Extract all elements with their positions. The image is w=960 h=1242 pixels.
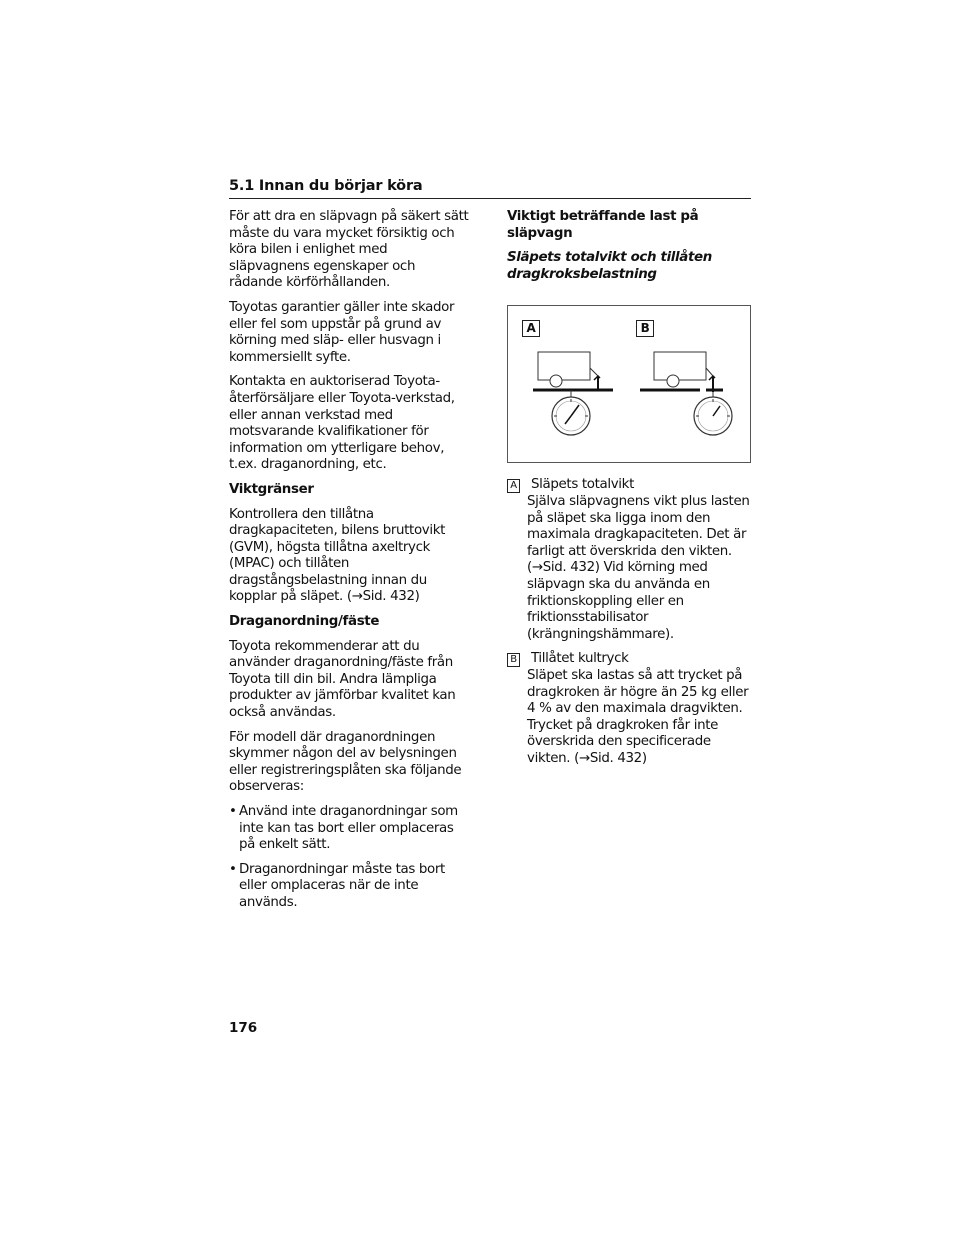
definition-term: Tillåtet kultryck — [531, 651, 629, 667]
left-column — [229, 209, 469, 920]
definition-item-b — [507, 651, 753, 767]
definition-item-a — [507, 477, 753, 643]
definition-text: Själva släpvagnens vikt plus lasten på släpet ska ligga inom den maximala dragkapaciteten. Det är farligt att överskrida den vikten. (→Sid. 432) Vid körning med släpvagn ska du använda en friktionskoppling eller en friktionsstabilisator (krängningshämmare). — [527, 493, 750, 642]
model-paragraph: För modell där draganordningen skymmer någon del av belysningen eller registreringsplåten ska följande observeras: — [229, 729, 462, 795]
trailer-load-heading: Viktigt beträffande last på släpvagn — [507, 209, 699, 241]
bullet-icon: • — [229, 861, 237, 877]
trailer-weight-figure — [507, 305, 751, 463]
hitch-heading: Draganordning/fäste — [229, 614, 380, 630]
list-item — [229, 862, 469, 912]
definition-term: Släpets totalvikt — [531, 477, 634, 493]
contact-paragraph: Kontakta en auktoriserad Toyota-återförsäljare eller Toyota-verkstad, eller annan verkstad med motsvarande kvalifikationer för information om ytterligare behov, t.ex. draganordning, etc. — [229, 374, 455, 473]
bullet-text: Draganordningar måste tas bort eller omplaceras när de inte används. — [239, 861, 445, 910]
callout-tag-b: B — [507, 653, 520, 667]
figure-label-b: B — [636, 320, 654, 337]
section-header: 5.1 Innan du börjar köra — [229, 178, 751, 199]
page-number: 176 — [229, 1020, 258, 1036]
bullet-icon: • — [229, 804, 237, 819]
figure-label-a: A — [522, 320, 540, 337]
list-item — [229, 804, 469, 854]
trailer-b-illustration — [640, 352, 732, 435]
bullet-list — [229, 804, 469, 912]
warranty-paragraph: Toyotas garantier gäller inte skador eller fel som uppstår på grund av körning med släp- eller husvagn i kommersiellt syfte. — [229, 299, 455, 365]
weight-limits-paragraph: Kontrollera den tillåtna dragkapaciteten, bilens bruttovikt (GVM), högsta tillåtna axeltryck (MPAC) och tillåten dragstångsbelastning innan du kopplar på släpet. (→Sid. 432) — [229, 506, 446, 605]
right-column — [507, 209, 753, 775]
callout-tag-a: A — [507, 479, 520, 493]
definition-text: Släpet ska lastas så att trycket på dragkroken är högre än 25 kg eller 4 % av den maximala dragvikten. Trycket på dragkroken får inte överskrida den specificerade vikten. (→Sid. 432) — [527, 667, 749, 766]
hitch-paragraph: Toyota rekommenderar att du använder draganordning/fäste från Toyota till din bil. Andra lämpliga produkter av jämförbar kvalitet kan också användas. — [229, 638, 456, 721]
trailer-illustration — [508, 306, 750, 462]
bullet-text: Använd inte draganordningar som inte kan tas bort eller omplaceras på enkelt sätt. — [239, 804, 458, 853]
trailer-load-subheading: Släpets totalvikt och tillåten dragkroksbelastning — [507, 250, 712, 282]
intro-paragraph: För att dra en släpvagn på säkert sätt måste du vara mycket försiktig och köra bilen i enlighet med släpvagnens egenskaper och rådande körförhållanden. — [229, 209, 469, 291]
weight-limits-heading: Viktgränser — [229, 481, 314, 497]
trailer-a-illustration — [533, 352, 613, 435]
